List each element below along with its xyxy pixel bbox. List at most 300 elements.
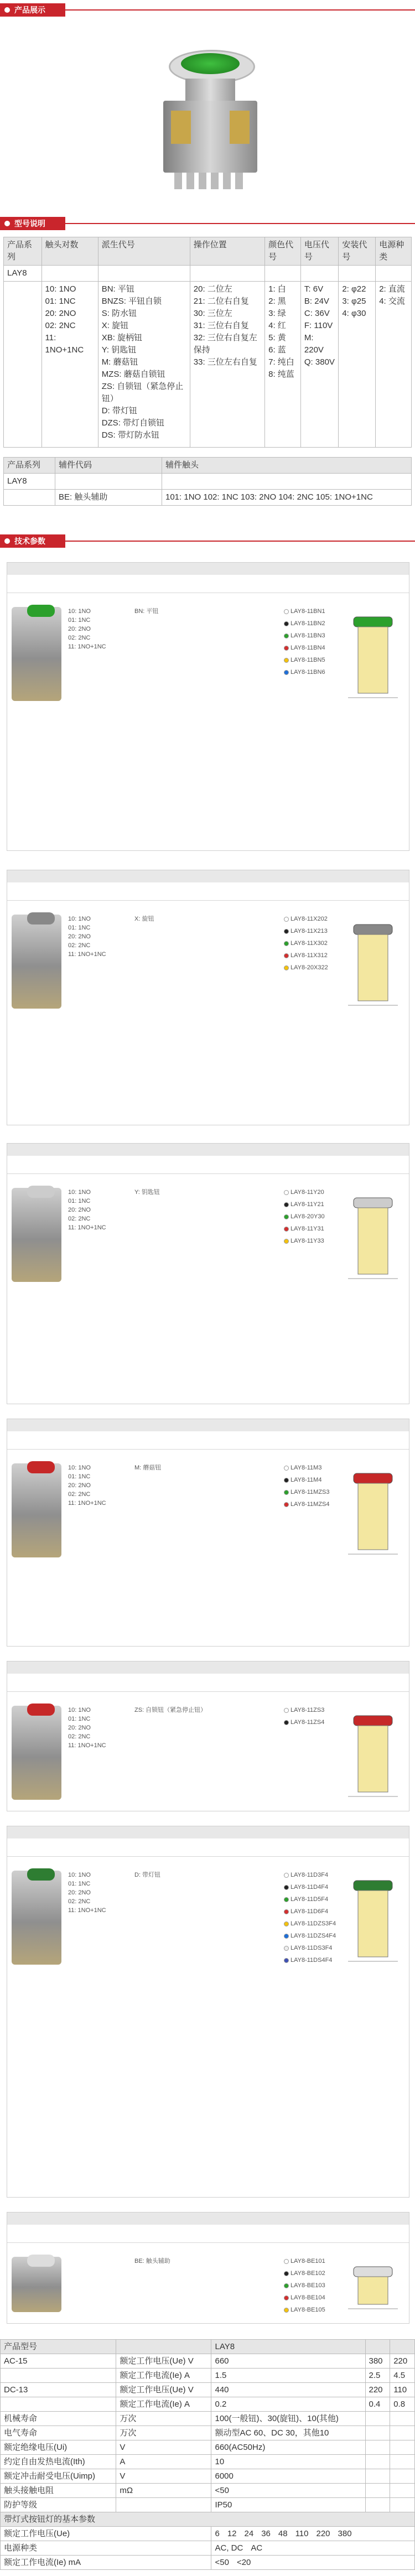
list-entry: DZS: 带灯自锁钮: [101, 418, 165, 428]
section-divider: [65, 9, 415, 11]
model-code-text: LAY8-BE104: [290, 2294, 325, 2301]
outline-icon: [343, 920, 403, 1009]
button-cap: [27, 1186, 55, 1198]
list-entry: 20: 二位左: [193, 284, 232, 294]
family-contacts: 10: 1NO 01: 1NC 20: 2NO 02: 2NC 11: 1NO+1NC: [68, 1707, 106, 1749]
family-contacts: 10: 1NO 01: 1NC 20: 2NO 02: 2NC 11: 1NO+1NC: [68, 1464, 106, 1507]
spec-row: [1, 2369, 415, 2383]
model-code-text: LAY8-11X302: [290, 940, 328, 947]
color-dot-icon: [284, 2259, 289, 2264]
spec-cell: [390, 2340, 415, 2354]
family-contacts: 10: 1NO 01: 1NC 20: 2NO 02: 2NC 11: 1NO+1NC: [68, 1189, 106, 1231]
dimension-drawing: [343, 2262, 403, 2312]
series-spacer: [265, 266, 301, 282]
derivative-list: [98, 282, 190, 448]
spec-cell: [116, 2498, 211, 2512]
outline-icon: [343, 612, 403, 701]
family-models: [284, 915, 328, 975]
model-code: [284, 643, 325, 652]
family-derivative: X: 旋钮: [134, 916, 154, 922]
model-code-table: [3, 237, 412, 448]
family-derivative: BN: 平钮: [134, 608, 159, 615]
model-code-text: LAY8-11X202: [290, 916, 328, 922]
model-code: [284, 1919, 336, 1928]
list-entry: 2: 黑: [268, 297, 286, 306]
spec-label: 额定工作电压(Ue): [1, 2527, 211, 2541]
family-title: [7, 1661, 409, 1674]
spec-cell: 额定工作电流(Ie) A: [116, 2397, 211, 2412]
dimension-drawing: [343, 920, 403, 1009]
spec-cell: <50: [211, 2484, 365, 2498]
list-entry: 4: φ30: [342, 309, 366, 318]
model-code: [284, 2269, 325, 2278]
position-list: [190, 282, 264, 448]
family-title: [7, 870, 409, 882]
spec-cell: 220: [365, 2383, 390, 2397]
spec-cell: [365, 2440, 390, 2455]
family-photo: [12, 1706, 61, 1800]
spacer-cell: [4, 282, 42, 448]
family-columns: [7, 1674, 409, 1692]
family-title: [7, 563, 409, 575]
family-photo: [12, 1871, 61, 1965]
list-entry: 4: 交流: [379, 297, 405, 306]
model-code: [284, 1200, 325, 1209]
model-code: [284, 1476, 330, 1484]
color-dot-icon: [284, 1909, 289, 1914]
spec-cell: 660(AC50Hz): [211, 2440, 365, 2455]
spec-row: [1, 2469, 415, 2484]
list-entry: 2: φ22: [342, 284, 366, 294]
series-spacer: [339, 266, 376, 282]
spec-cell: 110: [390, 2383, 415, 2397]
model-code-text: LAY8-11Y20: [290, 1189, 324, 1196]
list-entry: F: 110V: [304, 321, 333, 330]
section-product-header: [0, 0, 415, 20]
model-code: [284, 915, 328, 923]
spec-row: [1, 2455, 415, 2469]
family-panel: [7, 870, 409, 1125]
model-code-text: LAY8-BE103: [290, 2282, 325, 2289]
spec-cell: [365, 2340, 390, 2354]
model-code-text: LAY8-11MZS3: [290, 1489, 330, 1495]
model-code: [284, 2281, 325, 2290]
family-panel: [7, 2212, 409, 2324]
spec-cell: 万次: [116, 2426, 211, 2440]
spec-cell: mΩ: [116, 2484, 211, 2498]
mount-list: [339, 282, 376, 448]
spec-cell: [365, 2412, 390, 2426]
model-code-text: LAY8-11BN2: [290, 620, 325, 627]
list-entry: 8: 纯蓝: [268, 370, 294, 379]
model-code-text: LAY8-11DS3F4: [290, 1945, 333, 1951]
spec-cell: 防护等级: [1, 2498, 116, 2512]
model-code: [284, 1944, 336, 1952]
color-dot-icon: [284, 1214, 289, 1219]
family-contacts: 10: 1NO 01: 1NC 20: 2NO 02: 2NC 11: 1NO+1NC: [68, 916, 106, 958]
model-code: [284, 1718, 324, 1727]
section-divider: [65, 223, 415, 224]
list-entry: 33: 三位左右自复: [193, 357, 257, 367]
model-code-text: LAY8-20X322: [290, 964, 328, 971]
spec-cell: 100(一般钮)、30(旋钮)、10(其他): [211, 2412, 365, 2426]
spec-cell: 2.5: [365, 2369, 390, 2383]
list-entry: 7: 纯白: [268, 357, 294, 367]
model-code-text: LAY8-11D5F4: [290, 1896, 329, 1903]
spec-cell: 6000: [211, 2469, 365, 2484]
color-dot-icon: [284, 1934, 289, 1939]
model-code: [284, 668, 325, 677]
list-entry: 4: 红: [268, 321, 286, 330]
outline-icon: [343, 1193, 403, 1282]
header-power: 电源种类: [376, 237, 412, 266]
family-columns: [7, 2225, 409, 2243]
family-contacts: 10: 1NO 01: 1NC 20: 2NO 02: 2NC 11: 1NO+1NC: [68, 1872, 106, 1914]
spec-row: [1, 2426, 415, 2440]
spec-cell: DC-13: [1, 2383, 116, 2397]
family-panel: [7, 1826, 409, 2198]
color-dot-icon: [284, 2308, 289, 2313]
power-row: [1, 2541, 415, 2556]
list-entry: 10: 1NO: [45, 284, 76, 294]
button-cap: [27, 2255, 55, 2267]
spec-row: [1, 2440, 415, 2455]
model-code: [284, 2293, 325, 2302]
list-entry: ZS: 自锁钮（紧急停止钮）: [101, 382, 184, 403]
model-code: [284, 619, 325, 628]
dimension-drawing: [343, 1711, 403, 1800]
color-dot-icon: [284, 1873, 289, 1878]
button-cap: [27, 1868, 55, 1881]
model-code: [284, 951, 328, 960]
spec-table: [0, 2339, 415, 2570]
list-entry: Q: 380V: [304, 357, 335, 367]
model-code: [284, 963, 328, 972]
outline-icon: [343, 2262, 403, 2312]
spec-cell: AC-15: [1, 2354, 116, 2369]
spec-cell: [390, 2440, 415, 2455]
spec-cell: [390, 2484, 415, 2498]
spec-cell: [365, 2426, 390, 2440]
color-dot-icon: [284, 670, 289, 675]
model-code-text: LAY8-11BN1: [290, 608, 325, 615]
spec-value: 12: [227, 2529, 237, 2538]
list-entry: 3: φ25: [342, 297, 366, 306]
color-dot-icon: [284, 1897, 289, 1902]
family-panel: [7, 1419, 409, 1647]
color-dot-icon: [284, 1190, 289, 1195]
spec-cell: 额定冲击耐受电压(Uimp): [1, 2469, 116, 2484]
color-dot-icon: [284, 1202, 289, 1207]
family-panel: [7, 1661, 409, 1811]
list-entry: M: 蘑菇钮: [101, 357, 138, 367]
list-entry: 30: 三位左: [193, 309, 232, 318]
spec-cell: 机械寿命: [1, 2412, 116, 2426]
spec-value: 48: [278, 2529, 288, 2538]
family-title: [7, 1826, 409, 1838]
aux-header-code: 辅件代码: [55, 458, 162, 474]
outline-icon: [343, 1469, 403, 1557]
list-entry: M: 220V: [304, 333, 324, 355]
family-photo: [12, 1463, 61, 1557]
spec-cell: 触头接触电阻: [1, 2484, 116, 2498]
spec-row: [1, 2412, 415, 2426]
model-code-text: LAY8-BE102: [290, 2270, 325, 2277]
spec-label: 电源种类: [1, 2541, 211, 2556]
model-code: [284, 1212, 325, 1221]
spec-value: 110: [295, 2529, 309, 2538]
list-entry: BN: 平钮: [101, 284, 134, 294]
spec-value: 36: [261, 2529, 271, 2538]
aux-spacer: [55, 474, 162, 490]
model-code-text: LAY8-11DZS4F4: [290, 1933, 336, 1939]
aux-series: LAY8: [4, 474, 55, 490]
family-derivative: M: 蘑菇钮: [134, 1464, 162, 1471]
series-value: LAY8: [4, 266, 42, 282]
model-code: [284, 1500, 330, 1509]
product-photo: [158, 50, 263, 191]
color-dot-icon: [284, 609, 289, 614]
model-code-text: LAY8-11Y33: [290, 1238, 324, 1244]
section-product-title: 产品展示: [0, 3, 65, 17]
spec-value: AC: [251, 2543, 263, 2553]
family-title: [7, 1419, 409, 1431]
list-entry: 6: 蓝: [268, 345, 286, 355]
voltage-list: [300, 282, 338, 448]
spec-row: [1, 2397, 415, 2412]
family-models: [284, 1463, 330, 1512]
model-code-text: LAY8-BE101: [290, 2258, 325, 2265]
list-entry: 02: 2NC: [45, 321, 76, 330]
spec-label: 额定工作电流(Ie) mA: [1, 2556, 211, 2570]
section-divider: [65, 541, 415, 542]
color-dot-icon: [284, 917, 289, 922]
color-dot-icon: [284, 1921, 289, 1926]
spec-value: 6: [215, 2529, 220, 2538]
spec-row: [1, 2383, 415, 2397]
family-models: [284, 607, 325, 680]
model-code-text: LAY8-11DS4F4: [290, 1957, 333, 1964]
family-columns: [7, 1838, 409, 1857]
spec-cell: [1, 2397, 116, 2412]
spec-cell: 万次: [116, 2412, 211, 2426]
list-entry: 5: 黄: [268, 333, 286, 342]
family-derivative: BE: 触头辅助: [134, 2258, 170, 2265]
model-code: [284, 1188, 325, 1197]
color-dot-icon: [284, 646, 289, 651]
model-code: [284, 1224, 325, 1233]
model-code: [284, 939, 328, 948]
model-code: [284, 1883, 336, 1892]
family-derivative: ZS: 自锁钮（紧急停止钮）: [134, 1707, 207, 1713]
model-code: [284, 1706, 324, 1715]
color-dot-icon: [284, 1466, 289, 1471]
family-derivative: D: 带灯钮: [134, 1872, 161, 1878]
color-dot-icon: [284, 965, 289, 970]
model-code: [284, 1463, 330, 1472]
model-code: [284, 1237, 325, 1245]
list-entry: 20: 2NO: [45, 309, 76, 318]
spec-cell: 额定工作电压(Ue) V: [116, 2354, 211, 2369]
model-code-text: LAY8-11D4F4: [290, 1884, 329, 1891]
model-code: [284, 631, 325, 640]
color-dot-icon: [284, 633, 289, 638]
aux-table: [3, 457, 412, 506]
list-entry: 21: 二位右自复: [193, 297, 249, 306]
family-columns: [7, 882, 409, 901]
spec-cell: [390, 2455, 415, 2469]
spec-value: 220: [316, 2529, 330, 2538]
button-cap: [27, 912, 55, 925]
spec-cell: 额定工作电压(Ue) V: [116, 2383, 211, 2397]
color-dot-icon: [284, 941, 289, 946]
list-entry: 01: 1NC: [45, 297, 76, 306]
color-dot-icon: [284, 1720, 289, 1725]
spec-cell: 0.4: [365, 2397, 390, 2412]
color-dot-icon: [284, 1958, 289, 1963]
model-code-text: LAY8-11BN3: [290, 632, 325, 639]
list-entry: C: 36V: [304, 309, 330, 318]
list-entry: T: 6V: [304, 284, 324, 294]
family-contacts: 10: 1NO 01: 1NC 20: 2NO 02: 2NC 11: 1NO+1NC: [68, 608, 106, 650]
header-contacts: 触头对数: [42, 237, 98, 266]
spec-cell: 0.8: [390, 2397, 415, 2412]
button-cap: [27, 1461, 55, 1473]
current-row: [1, 2556, 415, 2570]
spec-cell: LAY8: [211, 2340, 365, 2354]
color-dot-icon: [284, 1946, 289, 1951]
button-cap: [27, 605, 55, 617]
list-entry: Y: 钥匙钮: [101, 345, 137, 355]
section-model-header: [0, 214, 415, 233]
list-entry: 31: 三位右自复: [193, 321, 249, 330]
color-dot-icon: [284, 658, 289, 663]
spec-value: 24: [244, 2529, 254, 2538]
model-code: [284, 1895, 336, 1904]
spec-cell: V: [116, 2469, 211, 2484]
color-dot-icon: [284, 1239, 289, 1244]
spec-value: <50: [215, 2558, 229, 2567]
list-entry: 2: 直流: [379, 284, 405, 294]
spec-row: [1, 2484, 415, 2498]
family-photo: [12, 1188, 61, 1282]
spec-cell: [390, 2469, 415, 2484]
list-entry: S: 防水钮: [101, 309, 137, 318]
spec-cell: [1, 2369, 116, 2383]
model-code: [284, 1907, 336, 1916]
model-code-text: LAY8-11MZS4: [290, 1501, 330, 1508]
family-models: [284, 1871, 336, 1968]
spec-cell: [365, 2455, 390, 2469]
aux-contacts: 101: 1NO 102: 1NC 103: 2NO 104: 2NC 105: 1NO+1NC: [162, 490, 412, 506]
series-spacer: [376, 266, 412, 282]
spec-section: [0, 2339, 415, 2570]
family-columns: [7, 1431, 409, 1450]
color-dot-icon: [284, 1502, 289, 1507]
outline-icon: [343, 1711, 403, 1800]
spec-cell: [390, 2498, 415, 2512]
list-entry: 3: 绿: [268, 309, 286, 318]
series-spacer: [98, 266, 190, 282]
color-dot-icon: [284, 1478, 289, 1483]
dimension-drawing: [343, 1469, 403, 1557]
contacts-list: [42, 282, 98, 448]
model-code-text: LAY8-11ZS4: [290, 1719, 325, 1726]
spec-cell: 4.5: [390, 2369, 415, 2383]
header-derivative: 派生代号: [98, 237, 190, 266]
dimension-drawing: [343, 1193, 403, 1282]
list-entry: D: 带灯钮: [101, 406, 137, 416]
model-code-text: LAY8-11Y21: [290, 1201, 324, 1208]
header-color: 颜色代号: [265, 237, 301, 266]
header-series: 产品系列: [4, 237, 42, 266]
aux-spacer: [162, 474, 412, 490]
power-list: [376, 282, 412, 448]
color-dot-icon: [284, 621, 289, 626]
series-spacer: [300, 266, 338, 282]
aux-code: BE: 触头辅助: [55, 490, 162, 506]
family-columns: [7, 1156, 409, 1174]
model-code-text: LAY8-11M3: [290, 1464, 322, 1471]
model-code-text: LAY8-11M4: [290, 1477, 322, 1483]
spec-cell: [365, 2469, 390, 2484]
family-photo: [12, 915, 61, 1009]
model-code-text: LAY8-11Y31: [290, 1225, 324, 1232]
spec-cell: 660: [211, 2354, 365, 2369]
spec-row: [1, 2498, 415, 2512]
model-code-text: LAY8-11X213: [290, 928, 328, 934]
spec-cell: 额定工作电流(Ie) A: [116, 2369, 211, 2383]
family-photo: [12, 2257, 61, 2312]
model-code-text: LAY8-11ZS3: [290, 1707, 325, 1713]
header-position: 操作位置: [190, 237, 264, 266]
lamp-title: 带灯式按钮灯的基本参数: [1, 2512, 415, 2527]
spec-cell: 约定自由发热电流(Ith): [1, 2455, 116, 2469]
model-code-text: LAY8-11DZS3F4: [290, 1920, 336, 1927]
spec-cell: 1.5: [211, 2369, 365, 2383]
color-dot-icon: [284, 2283, 289, 2288]
spec-row: [1, 2354, 415, 2369]
spec-cell: V: [116, 2440, 211, 2455]
spec-cell: [390, 2412, 415, 2426]
spec-cell: 220: [390, 2354, 415, 2369]
list-entry: 11: 1NO+1NC: [45, 333, 84, 355]
family-models: [284, 1706, 324, 1730]
spec-cell: 额动型AC 60、DC 30，其他10: [211, 2426, 365, 2440]
family-title: [7, 2213, 409, 2225]
family-panel: [7, 562, 409, 851]
spec-values: [211, 2541, 415, 2556]
dimension-drawing: [343, 612, 403, 701]
lamp-title-row: [1, 2512, 415, 2527]
spec-cell: 额定绝缘电压(Ui): [1, 2440, 116, 2455]
color-dot-icon: [284, 929, 289, 934]
spec-cell: [365, 2484, 390, 2498]
header-voltage: 电压代号: [300, 237, 338, 266]
list-entry: BNZS: 平钮自锁: [101, 297, 162, 306]
spec-values: [211, 2556, 415, 2570]
model-code-text: LAY8-BE105: [290, 2307, 325, 2313]
model-code: [284, 2257, 325, 2266]
spec-cell: IP50: [211, 2498, 365, 2512]
aux-spacer: [4, 490, 55, 506]
spec-cell: [390, 2426, 415, 2440]
spec-value: AC, DC: [215, 2543, 243, 2553]
model-code: [284, 607, 325, 616]
family-panel: [7, 1143, 409, 1404]
aux-header-contacts: 辅件触头: [162, 458, 412, 474]
spec-value: 380: [338, 2529, 352, 2538]
